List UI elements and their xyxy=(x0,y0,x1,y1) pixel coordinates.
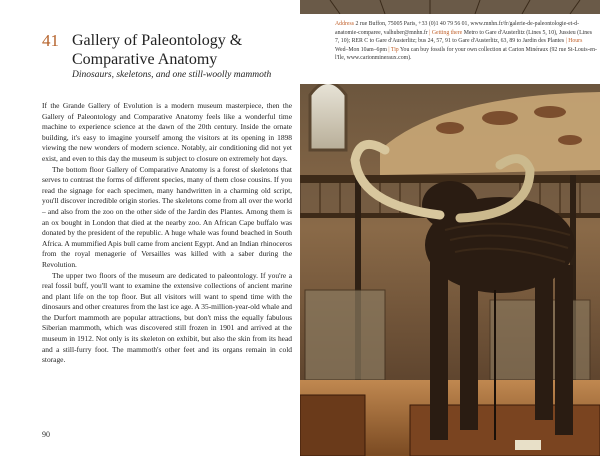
paragraph: If the Grande Gallery of Evolution is a modern museum masterpiece, then the Gallery of Paleontology and Comparative Anatomy feels like a wonderful time machine to experience science at the dawn of the 20th century. Inside the ornate building, it's easy to imagine yourself among the visitors at its opening in 1898 viewing the new wonders of modern science. Notably, air conditioning did not yet exist, and even to this day the museum is subject to closure on extremely hot days. xyxy=(42,101,292,163)
article-body xyxy=(42,101,292,366)
paragraph: The bottom floor Gallery of Comparative Anatomy is a forest of skeletons that serves to contrast the forms of different species, many of them close cousins. If you read the signage for each specimen, many handwritten in a charming old script, you'll discover incredible origin stories. The skeletons come from all over the world – and also from the zoo on the other side of the Jardin des Plantes. Among them is an ox bought in London that died at the nearby zoo. An African Cape buffalo was donated by the president of the republic. A huge whale was found beached in South Africa. A mummified Apis bull came from ancient Egypt. And an Indian rhinoceros from the royal menagerie of Versailles was killed with a saber during the Revolution. xyxy=(42,164,292,269)
address-label: Address xyxy=(335,21,354,27)
getting-there-label: Getting there xyxy=(431,29,463,36)
tip-label: Tip xyxy=(390,46,399,53)
chapter-number: 41 xyxy=(42,31,59,50)
hours-text: Wed–Mon 10am–6pm xyxy=(335,46,387,53)
practical-info-box xyxy=(300,14,600,84)
page-title: Gallery of Paleontology & Comparative Anatomy xyxy=(72,32,243,68)
address-text: 2 rue Buffon, 75005 Paris, +33 (0)1 40 79 56 01, www.mnhn.fr/fr/galerie-de-paleontologie-et-d-anatomie-comparee, valhuber@mnhn.fr xyxy=(335,21,580,36)
page-subtitle: Dinosaurs, skeletons, and one still-woolly mammoth xyxy=(72,70,272,80)
paragraph: The upper two floors of the museum are dedicated to paleontology. If you're a real fossil buff, you'll want to examine the extensive collections of ancient marine and plant life on the top floor. But all visitors will want to spend time with the dinosaurs and other creatures from the last ice age. A 35-million-year-old whale and the Durfort mammoth are popular attractions, but don't miss the equally fabulous Siberian mammoth, which was discovered still frozen in 1901 and arrived at the museum in 1912. Not only is its skeleton on exhibit, but also the skin from its head and a still-furry foot. The mammoth's other feet and its organs remain in cold storage. xyxy=(42,270,292,365)
practical-info: Address 2 rue Buffon, 75005 Paris, +33 (0)1 40 79 56 01, www.mnhn.fr/fr/galerie-de-paleontologie-et-d-anatomie-comparee, valhuber@mnhn.fr | Getting there Metro to Gare d'Austerlitz (Lines 5, 10), Jussieu (Lines 7, 10); RER C to Gare d'Austerlitz; bus 24, 57, 91 to Gare d'Austerlitz, 63, 89 to Jardin des Plantes | Hours Wed–Mon 10am–6pm | Tip You can buy fossils for your own collection at Carion Minéraux (92 rue St-Louis-en-l'Ile, www.carionmineraux.com). xyxy=(335,21,597,61)
page-number: 90 xyxy=(42,430,50,439)
getting-there-text: Metro to Gare d'Austerlitz (Lines 5, 10), Jussieu (Lines 7, 10); RER C to Gare d'Austerlitz; bus 24, 57, 91 to Gare d'Austerlitz, 63, 89 to Jardin des Plantes xyxy=(335,29,592,44)
tip-text: You can buy fossils for your own collection at Carion Minéraux (92 rue St-Louis-en-l'Ile, www.carionmineraux.com). xyxy=(335,46,597,61)
hours-label: Hours xyxy=(568,38,583,44)
